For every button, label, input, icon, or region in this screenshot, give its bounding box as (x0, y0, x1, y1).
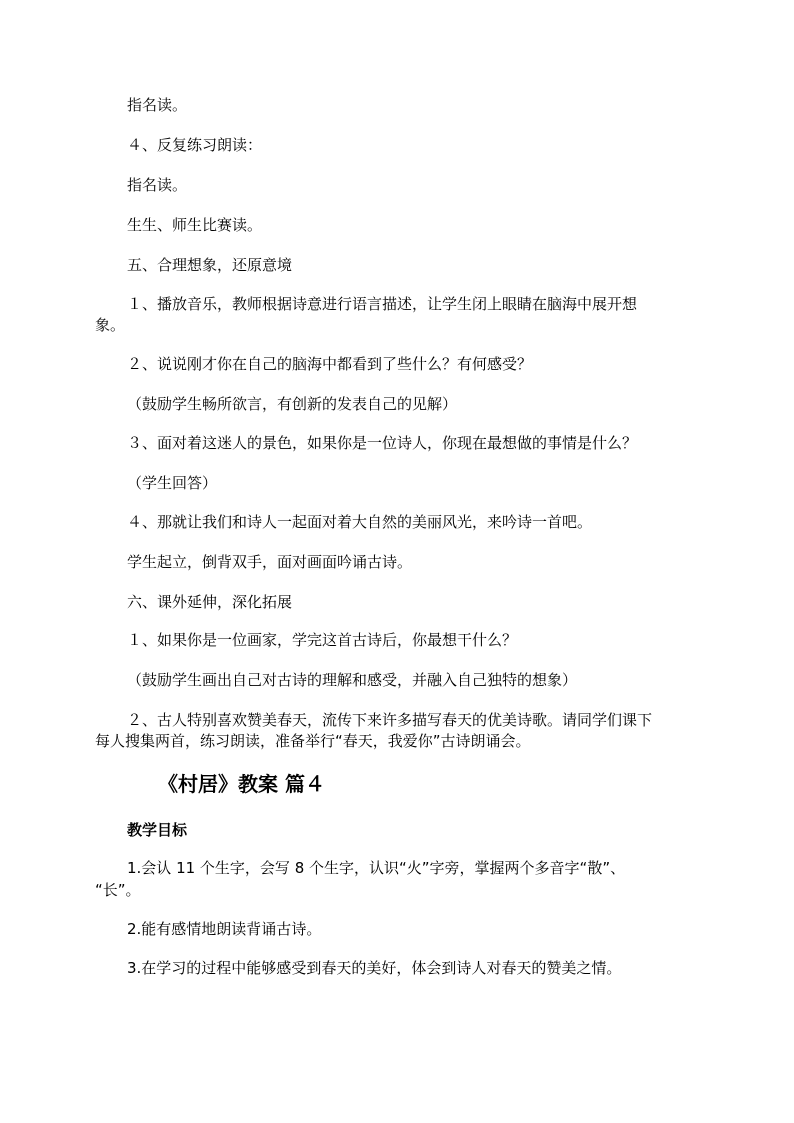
objective-line: “长”。 (95, 881, 141, 899)
paragraph-line: ４、反复练习朗读： (127, 136, 263, 154)
paragraph-line: １、播放音乐，教师根据诗意进行语言描述，让学生闭上眼睛在脑海中展开想 (127, 295, 638, 313)
objectives-heading: 教学目标 (127, 821, 188, 839)
objective-line: 1.会认 11 个生字，会写 8 个生字，认识“火”字旁，掌握两个多音字“散”、 (127, 859, 626, 877)
paragraph-line: １、如果你是一位画家，学完这首古诗后，你最想干什么？ (127, 631, 518, 649)
section-heading-6: 六、课外延伸，深化拓展 (127, 593, 293, 611)
paragraph-line: ２、古人特别喜欢赞美春天，流传下来许多描写春天的优美诗歌。请同学们课下 (127, 711, 653, 729)
paragraph-line: 象。 (95, 316, 126, 334)
paragraph-line: 生生、师生比赛读。 (127, 216, 263, 234)
paragraph-line: （学生回答） (127, 474, 218, 492)
paragraph-line: ２、说说刚才你在自己的脑海中都看到了些什么？有何感受？ (127, 355, 533, 373)
section-heading-5: 五、合理想象，还原意境 (127, 256, 293, 274)
paragraph-line: ４、那就让我们和诗人一起面对着大自然的美丽风光，来吟诗一首吧。 (127, 513, 593, 531)
objective-line: 3.在学习的过程中能够感受到春天的美好，体会到诗人对春天的赞美之情。 (127, 959, 622, 977)
objective-line: 2.能有感情地朗读背诵古诗。 (127, 920, 322, 938)
paragraph-line: （鼓励学生畅所欲言，有创新的发表自己的见解） (127, 395, 458, 413)
paragraph-line: （鼓励学生画出自己对古诗的理解和感受，并融入自己独特的想象） (127, 671, 578, 689)
section-title: 《村居》教案 篇４ (158, 772, 325, 796)
paragraph-line: 指名读。 (127, 176, 188, 194)
paragraph-line: 指名读。 (127, 96, 188, 114)
paragraph-line: ３、面对着这迷人的景色，如果你是一位诗人，你现在最想做的事情是什么？ (127, 434, 638, 452)
paragraph-line: 学生起立，倒背双手，面对画面吟诵古诗。 (127, 553, 413, 571)
paragraph-line: 每人搜集两首，练习朗读，准备举行“春天，我爱你”古诗朗诵会。 (95, 732, 531, 750)
